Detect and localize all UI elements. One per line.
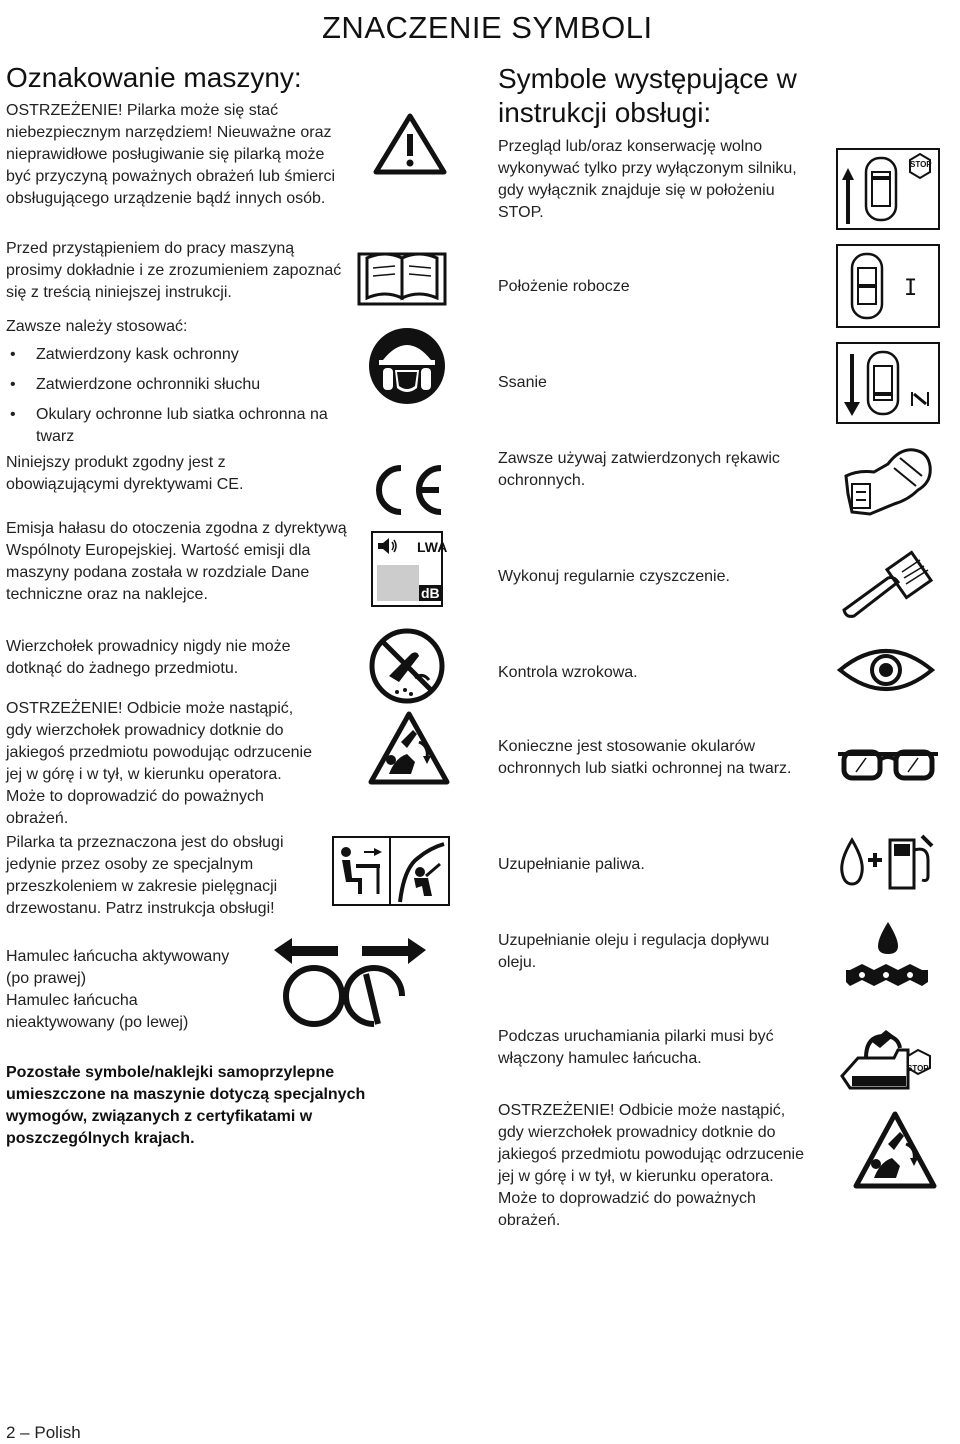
run-position-icon bbox=[836, 244, 940, 328]
brake-start-text: Podczas uruchamiania pilarki musi być włączony hamulec łańcucha. bbox=[498, 1028, 774, 1067]
brake-line: (po prawej) bbox=[6, 970, 87, 987]
safety-glasses-icon bbox=[836, 740, 940, 790]
list-item: • Zatwierdzone ochronniki słuchu bbox=[6, 374, 346, 396]
db-label: dB bbox=[421, 585, 440, 601]
glove-icon bbox=[838, 434, 938, 524]
noise-level-label-icon bbox=[371, 531, 448, 607]
inspection-text: Przegląd lub/oraz konserwację wolno wykonywać tylko przy wyłączonym silniku, gdy wyłącznik znajduje się w położeniu STOP. bbox=[498, 138, 797, 221]
kickback-text-2: OSTRZEŻENIE! Odbicie może nastąpić, gdy wierzchołek prowadnicy dotknie do jakiegoś przedmiotu powodując odrzucenie jej w górę i w tył, w kierunku operatora. Może to doprowadzić do poważnych obrażeń. bbox=[498, 1102, 804, 1229]
training-required-icon bbox=[332, 836, 450, 906]
speaker-icon bbox=[377, 537, 399, 555]
choke-icon bbox=[836, 342, 940, 424]
stop-label: STOP bbox=[907, 1064, 929, 1073]
list-item: • Zatwierdzony kask ochronny bbox=[6, 344, 346, 366]
lwa-label: LWA bbox=[417, 539, 448, 555]
always-use-text: Zawsze należy stosować: bbox=[6, 318, 188, 335]
kickback-warning-icon bbox=[852, 1110, 938, 1190]
kickback-warning-icon bbox=[367, 710, 451, 786]
kickback-text: OSTRZEŻENIE! Odbicie może nastąpić, gdy wierzchołek prowadnicy dotknie do jakiegoś przedmiotu powodując odrzucenie jej w górę i w tył, w kierunku operatora. Może to doprowadzić do poważnych obrażeń. bbox=[6, 700, 312, 827]
other-symbols-text: Pozostałe symbole/naklejki samoprzylepne umieszczone na maszynie dotyczą specjalnych wymogów, związanych z certyfikatami w poszczególnych krajach. bbox=[6, 1064, 366, 1147]
helmet-ear-eye-protection-icon bbox=[367, 326, 447, 406]
start-with-brake-icon bbox=[838, 1022, 938, 1098]
visual-check-text: Kontrola wzrokowa. bbox=[498, 664, 638, 681]
tip-text: Wierzchołek prowadnicy nigdy nie może dotknąć do żadnego przedmiotu. bbox=[6, 638, 291, 677]
fuel-pump-icon bbox=[836, 830, 940, 894]
warning-text: OSTRZEŻENIE! Pilarka może się stać niebezpiecznym narzędziem! Nieuważne oraz nieprawidłowe posługiwanie się pilarką może być przyczyną poważnych obrażeń lub śmierci obsługującego urządzenie bądź innych osób. bbox=[6, 102, 336, 207]
brake-line: Hamulec łańcucha aktywowany bbox=[6, 948, 230, 965]
brake-line: nieaktywowany (po lewej) bbox=[6, 1014, 189, 1031]
fuel-text: Uzupełnianie paliwa. bbox=[498, 856, 645, 873]
run-position-text: Położenie robocze bbox=[498, 278, 630, 295]
noise-text: Emisja hałasu do otoczenia zgodna z dyrektywą Wspólnoty Europejskiej. Wartość emisji dla maszyny podana została w rozdziale Dane techniczne oraz na naklejce. bbox=[6, 520, 347, 603]
training-text: Pilarka ta przeznaczona jest do obsługi jedynie przez osoby ze specjalnym przeszkoleniem w zakresie pielęgnacji drzewostanu. Patrz instrukcja obsługi! bbox=[6, 834, 284, 917]
warning-triangle-icon bbox=[372, 112, 448, 176]
list-item: • Okulary ochronne lub siatka ochronna na twarz bbox=[6, 404, 346, 448]
ce-mark-icon bbox=[367, 460, 447, 520]
chain-brake-text bbox=[6, 946, 286, 1034]
stop-label: STOP bbox=[910, 160, 932, 169]
page-footer: 2 – Polish bbox=[6, 1423, 81, 1442]
brake-line: Hamulec łańcucha bbox=[6, 992, 138, 1009]
cleaning-text: Wykonuj regularnie czyszczenie. bbox=[498, 568, 730, 585]
eye-icon bbox=[836, 640, 936, 700]
read-manual-text: Przed przystąpieniem do pracy maszyną prosimy dokładnie i ze zrozumieniem zapoznać się z treścią niniejszej instrukcji. bbox=[6, 240, 342, 301]
gloves-text: Zawsze używaj zatwierdzonych rękawic ochronnych. bbox=[498, 450, 780, 489]
glasses-text: Konieczne jest stosowanie okularów ochronnych lub siatki ochronnej na twarz. bbox=[498, 738, 792, 777]
value-box bbox=[377, 565, 419, 601]
cleaning-brush-icon bbox=[836, 548, 940, 622]
section-heading-manual: Symbole występujące w instrukcji obsługi: bbox=[498, 63, 797, 128]
book-icon bbox=[357, 246, 447, 308]
ce-text: Niniejszy produkt zgodny jest z obowiązującymi dyrektywami CE. bbox=[6, 454, 244, 493]
page-title: ZNACZENIE SYMBOLI bbox=[322, 10, 653, 45]
stop-switch-icon bbox=[836, 148, 940, 230]
chain-oil-icon bbox=[840, 920, 936, 1006]
run-mark: I bbox=[904, 276, 918, 301]
oil-text: Uzupełnianie oleju i regulacja dopływu oleju. bbox=[498, 932, 770, 971]
section-heading-machine: Oznakowanie maszyny: bbox=[6, 62, 302, 93]
tip-contact-prohibited-icon bbox=[367, 626, 447, 706]
ppe-list bbox=[6, 344, 346, 456]
chain-brake-icon bbox=[270, 934, 430, 1030]
choke-text: Ssanie bbox=[498, 374, 547, 391]
